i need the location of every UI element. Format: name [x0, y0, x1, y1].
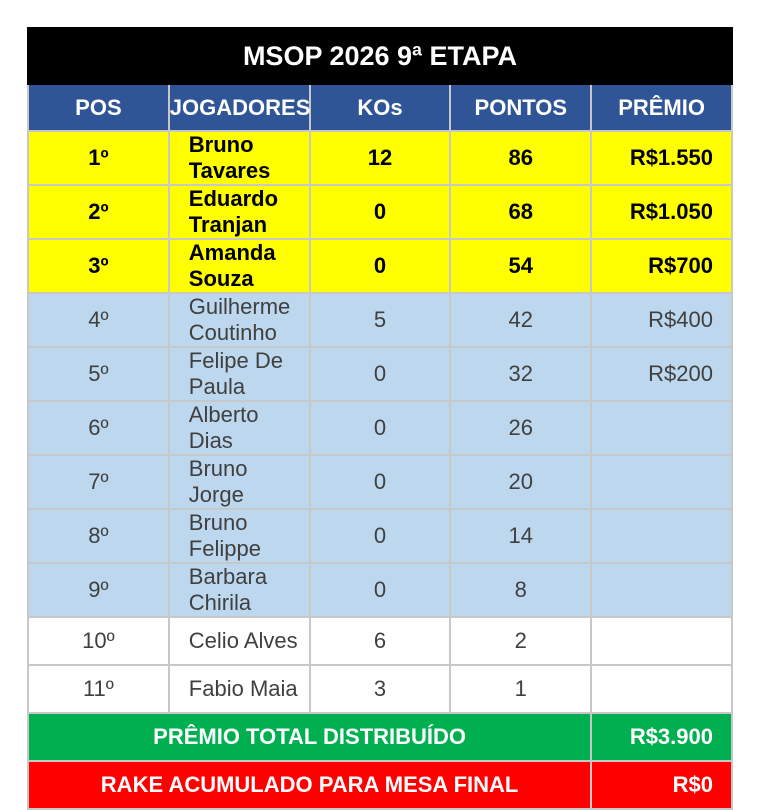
ranking-board: [27, 27, 733, 810]
kos-cell: 5: [310, 293, 451, 347]
table-row: [28, 509, 732, 563]
points-cell: 32: [450, 347, 591, 401]
prize-cell: R$1.050: [591, 185, 732, 239]
kos-cell: 0: [310, 563, 451, 617]
player-name-cell: Amanda Souza: [169, 239, 310, 293]
total-prize-value: R$3.900: [591, 713, 732, 761]
pos-cell: 3º: [28, 239, 169, 293]
rake-value: R$0: [591, 761, 732, 809]
pos-cell: 9º: [28, 563, 169, 617]
table-row: [28, 347, 732, 401]
header-points: PONTOS: [450, 84, 591, 131]
player-name-cell: Eduardo Tranjan: [169, 185, 310, 239]
prize-cell: R$200: [591, 347, 732, 401]
player-name-cell: Bruno Jorge: [169, 455, 310, 509]
points-cell: 20: [450, 455, 591, 509]
kos-cell: 0: [310, 239, 451, 293]
table-row: [28, 239, 732, 293]
pos-cell: 10º: [28, 617, 169, 665]
pos-cell: 1º: [28, 131, 169, 185]
pos-cell: 8º: [28, 509, 169, 563]
points-cell: 42: [450, 293, 591, 347]
player-name-cell: Barbara Chirila: [169, 563, 310, 617]
player-name-cell: Felipe De Paula: [169, 347, 310, 401]
ranking-rows: [28, 131, 732, 713]
prize-cell: [591, 455, 732, 509]
points-cell: 14: [450, 509, 591, 563]
pos-cell: 7º: [28, 455, 169, 509]
points-cell: 26: [450, 401, 591, 455]
player-name-cell: Bruno Felippe: [169, 509, 310, 563]
prize-cell: [591, 617, 732, 665]
rake-row: [28, 761, 732, 809]
points-cell: 54: [450, 239, 591, 293]
prize-cell: R$1.550: [591, 131, 732, 185]
player-name-cell: Bruno Tavares: [169, 131, 310, 185]
player-name-cell: Guilherme Coutinho: [169, 293, 310, 347]
table-row: [28, 131, 732, 185]
table-row: [28, 293, 732, 347]
pos-cell: 6º: [28, 401, 169, 455]
points-cell: 86: [450, 131, 591, 185]
kos-cell: 0: [310, 185, 451, 239]
player-name-cell: Celio Alves: [169, 617, 310, 665]
kos-cell: 0: [310, 455, 451, 509]
player-name-cell: Fabio Maia: [169, 665, 310, 713]
pos-cell: 2º: [28, 185, 169, 239]
points-cell: 1: [450, 665, 591, 713]
header-row: [28, 84, 732, 131]
pos-cell: 11º: [28, 665, 169, 713]
ranking-table: [27, 27, 733, 810]
kos-cell: 0: [310, 509, 451, 563]
table-row: [28, 455, 732, 509]
prize-cell: [591, 401, 732, 455]
total-prize-row: [28, 713, 732, 761]
points-cell: 8: [450, 563, 591, 617]
pos-cell: 5º: [28, 347, 169, 401]
kos-cell: 6: [310, 617, 451, 665]
table-row: [28, 563, 732, 617]
prize-cell: [591, 563, 732, 617]
player-name-cell: Alberto Dias: [169, 401, 310, 455]
header-kos: KOs: [310, 84, 451, 131]
points-cell: 68: [450, 185, 591, 239]
kos-cell: 3: [310, 665, 451, 713]
kos-cell: 0: [310, 401, 451, 455]
table-row: [28, 617, 732, 665]
prize-cell: R$400: [591, 293, 732, 347]
kos-cell: 0: [310, 347, 451, 401]
table-row: [28, 665, 732, 713]
total-prize-label: PRÊMIO TOTAL DISTRIBUÍDO: [28, 713, 591, 761]
pos-cell: 4º: [28, 293, 169, 347]
points-cell: 2: [450, 617, 591, 665]
header-pos: POS: [28, 84, 169, 131]
header-prize: PRÊMIO: [591, 84, 732, 131]
table-title: MSOP 2026 9ª ETAPA: [28, 28, 732, 84]
table-row: [28, 401, 732, 455]
kos-cell: 12: [310, 131, 451, 185]
rake-label: RAKE ACUMULADO PARA MESA FINAL: [28, 761, 591, 809]
prize-cell: [591, 665, 732, 713]
header-players: JOGADORES: [169, 84, 310, 131]
table-row: [28, 185, 732, 239]
prize-cell: [591, 509, 732, 563]
prize-cell: R$700: [591, 239, 732, 293]
